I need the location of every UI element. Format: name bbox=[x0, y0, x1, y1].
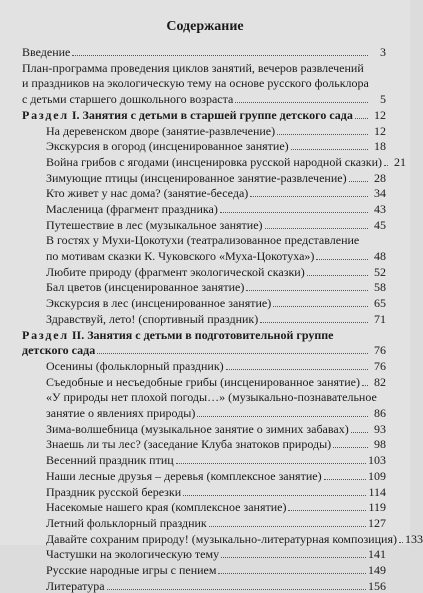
toc-entry bbox=[46, 485, 386, 499]
dot-leader bbox=[273, 306, 368, 307]
dot-leader bbox=[221, 557, 366, 558]
entry-title: Знаешь ли ты лес? (заседание Клуба знатоков природы) bbox=[46, 437, 332, 451]
entry-title: Война грибов с ягодами (инсценировка русской народной сказки) bbox=[46, 155, 383, 169]
toc-entry bbox=[46, 249, 386, 263]
entry-page: 119 bbox=[368, 500, 386, 514]
dot-leader bbox=[250, 196, 368, 197]
dot-leader bbox=[183, 495, 366, 496]
section-prefix: Раздел bbox=[22, 108, 69, 122]
entry-title: Давайте сохраним природу! (музыкально-литературная композиция) bbox=[46, 532, 397, 546]
entry-page: 12 bbox=[374, 108, 386, 122]
dot-leader bbox=[176, 463, 366, 464]
entry-title: Праздник русской березки bbox=[46, 485, 182, 499]
entry-page: 52 bbox=[374, 265, 386, 279]
section-heading bbox=[22, 108, 386, 122]
dot-leader bbox=[226, 369, 368, 370]
section-heading-cont bbox=[22, 343, 386, 357]
toc-entry bbox=[46, 422, 386, 436]
toc-entry bbox=[46, 437, 386, 451]
page-title: Содержание bbox=[166, 19, 244, 34]
entry-title: Насекомые нашего края (комплексное занятие) bbox=[46, 500, 287, 514]
entry-title: по мотивам сказки К. Чуковского «Муха-Цокотуха») bbox=[46, 249, 315, 263]
toc-entry-line: В гостях у Мухи-Цокотухи (театрализованное представление bbox=[46, 233, 360, 247]
entry-page: 103 bbox=[368, 453, 386, 467]
entry-page: 71 bbox=[374, 312, 386, 326]
entry-page: 34 bbox=[374, 186, 386, 200]
entry-title: Русские народные игры с пением bbox=[46, 563, 217, 577]
section-title: I. Занятия с детьми в старшей группе детского сада bbox=[71, 108, 353, 122]
entry-title: Летний фольклорный праздник bbox=[46, 516, 207, 530]
entry-title: Путешествие в лес (музыкальное занятие) bbox=[46, 218, 263, 232]
entry-page: 48 bbox=[374, 249, 386, 263]
entry-page: 86 bbox=[374, 406, 386, 420]
toc-entry bbox=[46, 139, 386, 153]
entry-page: 109 bbox=[368, 469, 386, 483]
entry-page: 127 bbox=[368, 516, 386, 530]
toc-entry bbox=[46, 579, 386, 593]
entry-title: Съедобные и несъедобные грибы (инсценированное занятие) bbox=[46, 375, 361, 389]
entry-title: занятие о явлениях природы) bbox=[46, 406, 196, 420]
toc-entry bbox=[46, 171, 386, 185]
dot-leader bbox=[107, 589, 366, 590]
dot-leader bbox=[316, 259, 368, 260]
dot-leader bbox=[333, 447, 368, 448]
dot-leader bbox=[351, 432, 368, 433]
entry-page: 3 bbox=[380, 45, 386, 59]
entry-title: Весенний праздник птиц bbox=[46, 453, 174, 467]
dot-leader bbox=[209, 526, 366, 527]
entry-page: 28 bbox=[374, 171, 386, 185]
toc-entry bbox=[46, 406, 386, 420]
dot-leader bbox=[218, 573, 366, 574]
entry-title: Бал цветов (инсценированное занятие) bbox=[46, 280, 245, 294]
toc-entry bbox=[46, 500, 386, 514]
entry-title: с детьми старшего дошкольного возраста bbox=[22, 92, 234, 106]
entry-title: Экскурсия в огород (инсценированное занятие) bbox=[46, 139, 289, 153]
entry-page: 133 bbox=[404, 532, 423, 546]
dot-leader bbox=[399, 542, 403, 543]
dot-leader bbox=[277, 134, 368, 135]
section-title: II. Занятия с детьми в подготовительной группе bbox=[71, 328, 334, 342]
entry-title: Литература bbox=[46, 579, 105, 593]
dot-leader bbox=[197, 416, 368, 417]
entry-page: 18 bbox=[374, 139, 386, 153]
entry-title: Осенины (фольклорный праздник) bbox=[46, 359, 224, 373]
toc-entry bbox=[46, 312, 386, 326]
dot-leader bbox=[349, 181, 368, 182]
entry-page: 12 bbox=[374, 124, 386, 138]
entry-title: Экскурсия в лес (инсценированное занятие) bbox=[46, 296, 272, 310]
dot-leader bbox=[246, 290, 368, 291]
toc-entry bbox=[46, 186, 386, 200]
dot-leader bbox=[324, 479, 366, 480]
entry-title: Частушки на экологическую тему bbox=[46, 547, 220, 561]
dot-leader bbox=[97, 353, 368, 354]
toc-entry bbox=[46, 532, 423, 546]
entry-title: Здравствуй, лето! (спортивный праздник) bbox=[46, 312, 259, 326]
entry-page: 82 bbox=[374, 375, 386, 389]
toc-entry bbox=[46, 469, 386, 483]
toc-entry bbox=[46, 155, 407, 169]
entry-page: 156 bbox=[368, 579, 386, 593]
entry-page: 141 bbox=[368, 547, 386, 561]
entry-title: Кто живет у нас дома? (занятие-беседа) bbox=[46, 186, 249, 200]
dot-leader bbox=[288, 510, 366, 511]
toc-entry-line: «У природы нет плохой погоды…» (музыкально-познавательное bbox=[46, 390, 377, 404]
toc-entry-line: и праздников на экологическую тему на основе русского фольклора bbox=[22, 76, 369, 90]
entry-page: 65 bbox=[374, 296, 386, 310]
entry-page: 76 bbox=[374, 359, 386, 373]
dot-leader bbox=[362, 385, 368, 386]
toc-entry bbox=[22, 92, 386, 106]
dot-leader bbox=[384, 165, 388, 166]
entry-page: 149 bbox=[368, 563, 386, 577]
section-heading bbox=[22, 328, 386, 342]
toc-entry bbox=[46, 296, 386, 310]
dot-leader bbox=[260, 322, 368, 323]
dot-leader bbox=[72, 55, 368, 56]
entry-page: 114 bbox=[368, 485, 386, 499]
entry-page: 21 bbox=[394, 155, 407, 169]
toc-entry bbox=[46, 375, 386, 389]
entry-title: Наши лесные друзья – деревья (комплексное занятие) bbox=[46, 469, 322, 483]
entry-title: Введение bbox=[22, 45, 71, 59]
dot-leader bbox=[355, 118, 368, 119]
entry-title: Любите природу (фрагмент экологической сказки) bbox=[46, 265, 305, 279]
entry-title: На деревенском дворе (занятие-развлечение) bbox=[46, 124, 276, 138]
entry-page: 98 bbox=[374, 437, 386, 451]
toc-entry bbox=[46, 265, 386, 279]
entry-page: 5 bbox=[380, 92, 386, 106]
toc-entry bbox=[46, 359, 386, 373]
toc-entry bbox=[46, 547, 386, 561]
toc-entry bbox=[46, 453, 386, 467]
dot-leader bbox=[265, 228, 368, 229]
toc-entry bbox=[46, 516, 386, 530]
dot-leader bbox=[291, 149, 368, 150]
entry-page: 58 bbox=[374, 280, 386, 294]
section-prefix: Раздел bbox=[22, 328, 69, 342]
section-title: детского сада bbox=[22, 343, 96, 357]
dot-leader bbox=[307, 275, 368, 276]
entry-page: 43 bbox=[374, 202, 386, 216]
toc-entry bbox=[46, 280, 386, 294]
entry-title: Зимующие птицы (инсценированное занятие-развлечение) bbox=[46, 171, 347, 185]
toc-entry bbox=[46, 218, 386, 232]
dot-leader bbox=[235, 102, 368, 103]
toc-entry bbox=[46, 124, 386, 138]
toc-entry-line: План-программа проведения циклов занятий, вечеров развлечений bbox=[22, 61, 364, 75]
entry-title: Зима-волшебница (музыкальное занятие о зимних забавах) bbox=[46, 422, 349, 436]
toc-entry bbox=[46, 563, 386, 577]
dot-leader bbox=[220, 212, 368, 213]
entry-title: Масленица (фрагмент праздника) bbox=[46, 202, 218, 216]
entry-page: 45 bbox=[374, 218, 386, 232]
entry-page: 93 bbox=[374, 422, 386, 436]
toc-entry bbox=[46, 202, 386, 216]
entry-page: 76 bbox=[374, 343, 386, 357]
toc-entry bbox=[22, 45, 386, 59]
